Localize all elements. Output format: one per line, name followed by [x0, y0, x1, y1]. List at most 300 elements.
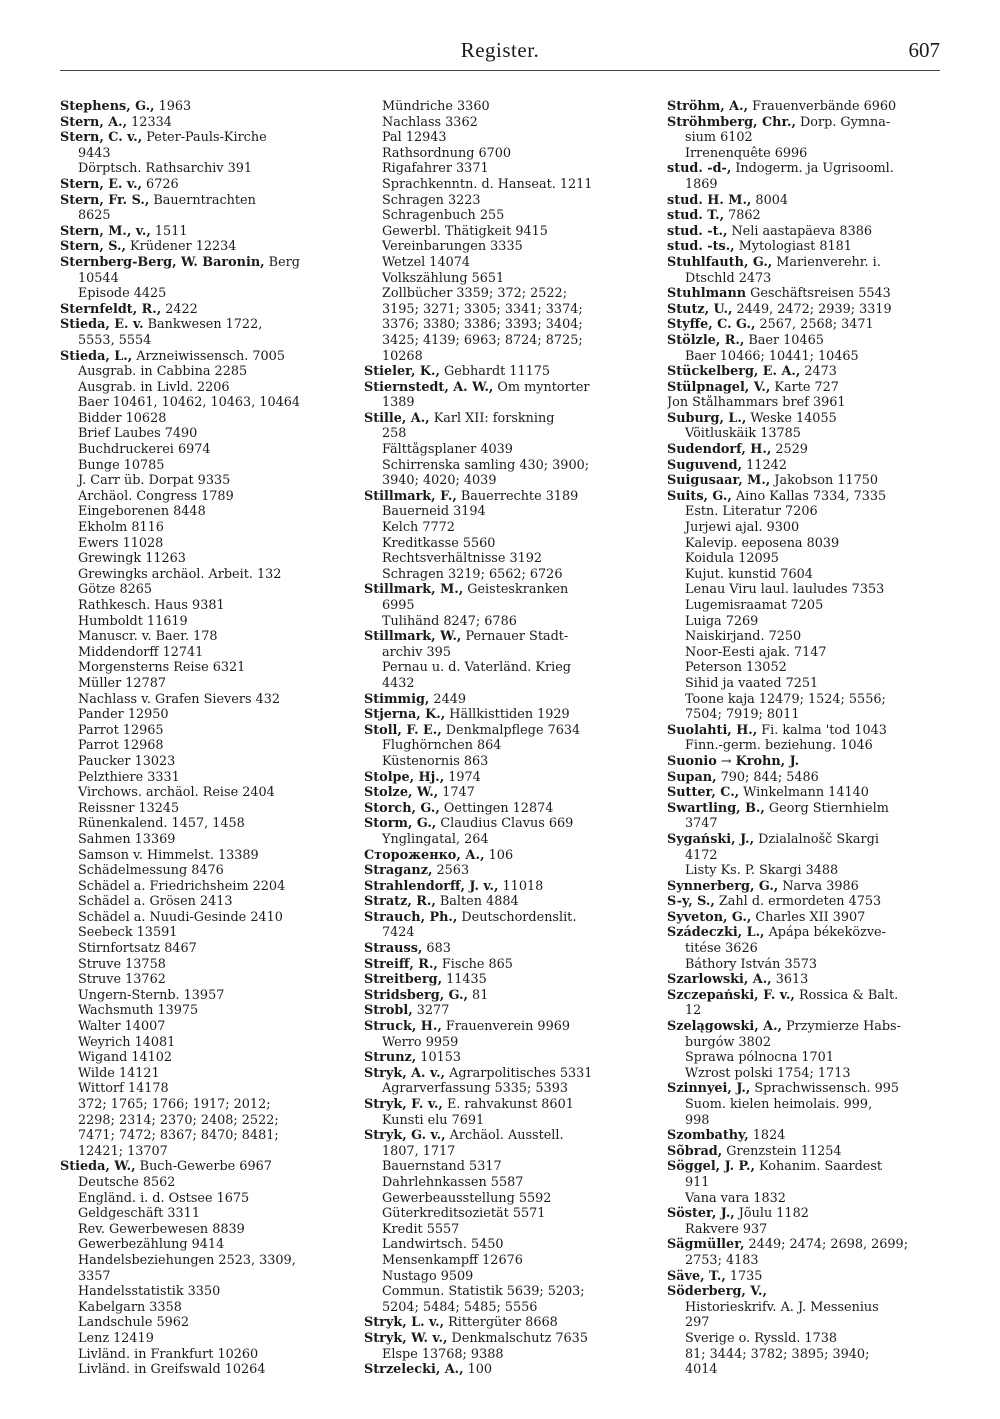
index-subentry: [364, 1300, 644, 1316]
entry-text: 106: [484, 847, 514, 863]
index-subentry: [667, 504, 947, 520]
index-subentry: [364, 1222, 644, 1238]
index-subentry: [364, 130, 644, 146]
entry-text: Jurjewi ajal. 9300: [685, 520, 800, 536]
index-subentry: [667, 536, 947, 552]
index-entry: [667, 988, 947, 1004]
index-entry: [364, 785, 644, 801]
index-subentry: [60, 551, 340, 567]
index-subentry: [60, 208, 340, 224]
entry-text: 911: [685, 1174, 710, 1190]
entry-author: Suits, G.,: [667, 488, 732, 504]
index-subentry: [60, 161, 340, 177]
entry-author: Stillmark, W.,: [364, 629, 462, 645]
entry-text: Ekholm 8116: [78, 520, 164, 536]
index-entry: [60, 115, 340, 131]
index-subentry: [667, 1347, 947, 1363]
entry-text: 4432: [382, 675, 415, 691]
entry-text: Ewers 11028: [78, 535, 164, 551]
entry-author: Стороженко, А.,: [364, 847, 485, 863]
entry-author: Streitberg,: [364, 972, 443, 988]
index-subentry: [667, 941, 947, 957]
index-subentry: [364, 333, 644, 349]
index-subentry: [60, 770, 340, 786]
index-subentry: [60, 863, 340, 879]
entry-text: 10544: [78, 270, 119, 286]
index-entry: [364, 1331, 644, 1347]
entry-text: 372; 1765; 1766; 1917; 2012;: [78, 1097, 271, 1112]
entry-author: Sudendorf, H.,: [667, 442, 772, 458]
entry-author: Szinnyei, J.,: [667, 1081, 751, 1097]
index-subentry: [60, 848, 340, 864]
index-entry: [364, 1003, 644, 1019]
entry-text: 11018: [498, 878, 544, 894]
index-subentry: [364, 520, 644, 536]
entry-text: Jakobson 11750: [770, 473, 879, 489]
index-subentry: [667, 816, 947, 832]
entry-text: Mytologiast 8181: [734, 239, 852, 255]
index-subentry: [60, 754, 340, 770]
entry-text: 11435: [442, 972, 487, 988]
entry-author: Stjerna, K.,: [364, 707, 446, 723]
index-entry: [667, 224, 947, 240]
entry-text: 1747: [438, 785, 475, 801]
index-subentry: [60, 707, 340, 723]
index-entry: [364, 801, 644, 817]
index-subentry: [364, 224, 644, 240]
entry-text: Sverige o. Ryssld. 1738: [685, 1330, 837, 1346]
entry-author: Stern, A.,: [60, 114, 128, 130]
index-entry: [667, 1237, 947, 1253]
index-subentry: [60, 925, 340, 941]
entry-text: 1963: [154, 99, 192, 114]
entry-author: Stieda, W.,: [60, 1159, 136, 1175]
index-entry: [667, 333, 947, 349]
entry-text: 100: [463, 1362, 493, 1378]
index-subentry: [667, 349, 947, 365]
entry-text: 2567, 2568; 3471: [755, 317, 874, 333]
entry-text: Rathkesch. Haus 9381: [78, 598, 225, 613]
entry-text: Fische 865: [437, 956, 513, 972]
entry-text: Grenzstein 11254: [722, 1143, 842, 1159]
entry-text: Flughörnchen 864: [382, 738, 502, 754]
entry-text: Bauerneid 3194: [382, 504, 486, 520]
entry-text: Schirrenska samling 430; 3900;: [382, 457, 590, 473]
index-subentry: [60, 676, 340, 692]
index-entry: [60, 224, 340, 240]
entry-text: Denkmalschutz 7635: [447, 1330, 588, 1346]
entry-text: Schädel a. Friedrichsheim 2204: [78, 878, 286, 894]
index-subentry: [60, 801, 340, 817]
index-entry: [667, 785, 947, 801]
entry-text: Kabelgarn 3358: [78, 1299, 182, 1315]
index-subentry: [60, 1050, 340, 1066]
index-entry: [364, 692, 644, 708]
entry-text: Parrot 12965: [78, 722, 164, 738]
index-subentry: [667, 645, 947, 661]
index-subentry: [364, 1284, 644, 1300]
index-entry: [364, 723, 644, 739]
entry-text: 2753; 4183: [685, 1252, 759, 1268]
index-entry: [667, 1144, 947, 1160]
index-subentry: [60, 520, 340, 536]
index-subentry: [60, 910, 340, 926]
index-subentry: [667, 1050, 947, 1066]
index-subentry: [667, 692, 947, 708]
entry-text: Engländ. i. d. Ostsee 1675: [78, 1190, 250, 1206]
entry-text: Wilde 14121: [78, 1065, 160, 1081]
entry-author: Stern, C. v.,: [60, 130, 143, 146]
entry-author: Stille, A.,: [364, 410, 430, 426]
index-subentry: [667, 848, 947, 864]
index-subentry: [667, 614, 947, 630]
index-subentry: [364, 660, 644, 676]
entry-text: Episode 4425: [78, 286, 167, 302]
entry-text: Estn. Literatur 7206: [685, 504, 818, 520]
index-entry: [364, 1050, 644, 1066]
index-subentry: [667, 863, 947, 879]
index-entry: [364, 1019, 644, 1035]
entry-author: Sägmüller,: [667, 1237, 745, 1253]
entry-author: Stülpnagel, V.,: [667, 379, 771, 395]
index-subentry: [667, 738, 947, 754]
index-subentry: [364, 645, 644, 661]
entry-text: 4172: [685, 847, 718, 863]
index-subentry: [60, 380, 340, 396]
entry-text: Bauerrechte 3189: [456, 488, 579, 504]
entry-author: Strunz,: [364, 1050, 417, 1066]
entry-text: Landwirtsch. 5450: [382, 1237, 504, 1253]
index-subentry: [364, 442, 644, 458]
entry-author: Stillmark, M.,: [364, 582, 464, 598]
index-entry: [667, 302, 947, 318]
entry-text: Rossica & Balt.: [794, 987, 899, 1003]
entry-text: 1824: [748, 1128, 786, 1144]
index-entry: [364, 848, 644, 864]
index-subentry: [60, 1237, 340, 1253]
entry-text: Charles XII 3907: [751, 909, 866, 925]
index-entry: [667, 1159, 947, 1175]
entry-text: Karl XII: forskning: [429, 410, 555, 426]
entry-author: Styffe, C. G.,: [667, 317, 756, 333]
index-subentry: [364, 598, 644, 614]
entry-author: Stuhlmann: [667, 286, 747, 302]
entry-author: Streiff, R.,: [364, 956, 438, 972]
entry-author: Sygański, J.,: [667, 831, 755, 847]
entry-text: Ungern-Sternb. 13957: [78, 987, 225, 1003]
index-subentry: [667, 146, 947, 162]
index-entry: [60, 302, 340, 318]
entry-author: Strzelecki, A.,: [364, 1362, 464, 1378]
entry-text: 12: [685, 1003, 702, 1019]
entry-text: Baer 10461, 10462, 10463, 10464: [78, 395, 301, 411]
entry-text: Karte 727: [770, 379, 839, 395]
entry-text: Nachlass v. Grafen Sievers 432: [78, 691, 281, 707]
index-entry: [667, 723, 947, 739]
index-entry: [667, 364, 947, 380]
index-subentry: [364, 317, 644, 333]
index-subentry: [60, 286, 340, 302]
entry-text: J. Carr üb. Dorpat 9335: [78, 473, 231, 489]
entry-text: Zollbücher 3359; 372; 2522;: [382, 286, 568, 302]
entry-author: Stutz, U.,: [667, 301, 733, 317]
index-subentry: [667, 426, 947, 442]
entry-author: Stryk, G. v.,: [364, 1128, 446, 1144]
index-subentry: [60, 1144, 340, 1160]
entry-text: Dahrlehnkassen 5587: [382, 1174, 524, 1190]
entry-text: 11242: [742, 457, 787, 473]
entry-author: Storm, G.,: [364, 816, 437, 832]
entry-text: 1807, 1717: [382, 1143, 456, 1159]
entry-text: Reissner 13245: [78, 800, 180, 816]
entry-text: 1389: [382, 395, 415, 411]
entry-text: Grewingks archäol. Arbeit. 132: [78, 566, 282, 582]
entry-author: Säve, T.,: [667, 1268, 726, 1284]
index-subentry: [60, 395, 340, 411]
entry-text: Kunsti elu 7691: [382, 1112, 485, 1128]
index-entry: [364, 629, 644, 645]
entry-text: Hällkisttiden 1929: [445, 707, 570, 723]
entry-author: Szádeczki, L.,: [667, 925, 765, 941]
index-subentry: [667, 1362, 947, 1378]
index-subentry: [667, 177, 947, 193]
entry-text: Weske 14055: [746, 410, 837, 426]
index-entry: [667, 458, 947, 474]
entry-text: Morgensterns Reise 6321: [78, 660, 246, 676]
entry-author: Stölzle, R.,: [667, 332, 745, 348]
entry-text: Indogerm. ja Ugrisooml.: [731, 161, 894, 177]
entry-author: Stolze, W.,: [364, 785, 439, 801]
entry-text: Historieskrifv. A. J. Messenius: [685, 1299, 879, 1315]
entry-text: Ynglingatal, 264: [382, 831, 489, 847]
index-subentry: [60, 1128, 340, 1144]
entry-author: Söggel, J. P.,: [667, 1159, 755, 1175]
entry-text: Werro 9959: [382, 1034, 459, 1050]
index-subentry: [364, 255, 644, 271]
index-subentry: [60, 364, 340, 380]
index-subentry: [667, 130, 947, 146]
entry-author: Suburg, L.,: [667, 410, 747, 426]
index-subentry: [364, 458, 644, 474]
index-subentry: [60, 660, 340, 676]
entry-text: Narva 3986: [778, 878, 859, 894]
index-entry: [364, 380, 644, 396]
entry-text: 12334: [127, 114, 172, 130]
entry-text: Gebhardt 11175: [439, 364, 551, 380]
index-entry: [667, 1081, 947, 1097]
entry-text: 1511: [150, 223, 188, 239]
entry-text: Kredit 5557: [382, 1221, 460, 1237]
index-subentry: [364, 146, 644, 162]
entry-text: →: [716, 753, 736, 769]
entry-author: Sternfeldt, R.,: [60, 301, 162, 317]
index-entry: [364, 988, 644, 1004]
entry-text: Archäol. Ausstell.: [445, 1128, 564, 1144]
entry-text: Kohanim. Saardest: [754, 1159, 883, 1175]
index-subentry: [60, 894, 340, 910]
index-subentry: [364, 473, 644, 489]
entry-text: Kujut. kunstid 7604: [685, 566, 813, 582]
entry-author: Stückelberg, E. A.,: [667, 364, 801, 380]
entry-author: Stuhlfauth, G.,: [667, 254, 773, 270]
index-subentry: [364, 349, 644, 365]
entry-author: Struck, H.,: [364, 1019, 442, 1035]
entry-text: burgów 3802: [685, 1034, 772, 1050]
index-subentry: [667, 271, 947, 287]
entry-text: 3195; 3271; 3305; 3341; 3374;: [382, 301, 583, 317]
entry-text: Geisteskranken: [463, 582, 569, 598]
entry-text: Jõulu 1182: [734, 1206, 809, 1222]
index-entry: [667, 1019, 947, 1035]
entry-text: Vana vara 1832: [685, 1190, 786, 1206]
index-entry: [60, 177, 340, 193]
entry-text: Schädel a. Nuudi-Gesinde 2410: [78, 909, 283, 925]
index-subentry: [364, 925, 644, 941]
index-subentry: [667, 395, 947, 411]
index-subentry: [667, 1035, 947, 1051]
index-subentry: [60, 333, 340, 349]
entry-text: 12421; 13707: [78, 1143, 168, 1159]
entry-text: Rünenkalend. 1457, 1458: [78, 816, 245, 832]
entry-text: Om myntorter: [493, 379, 590, 395]
entry-text: Fälttågsplaner 4039: [382, 442, 513, 458]
index-subentry: [364, 99, 644, 115]
entry-text: Dzialalnošč Skargi: [754, 831, 879, 847]
index-entry: [667, 286, 947, 302]
entry-text: 3425; 4139; 6963; 8724; 8725;: [382, 332, 583, 348]
entry-text: 790; 844; 5486: [716, 769, 819, 785]
entry-author: stud. -t.,: [667, 223, 728, 239]
entry-text: Deutschordenslit.: [457, 909, 577, 925]
index-entry: [667, 832, 947, 848]
index-subentry: [60, 645, 340, 661]
entry-author: Stieda, L.,: [60, 348, 133, 364]
index-subentry: [667, 582, 947, 598]
entry-text: 10153: [416, 1050, 462, 1066]
index-subentry: [667, 567, 947, 583]
entry-author: stud. -ts.,: [667, 239, 735, 255]
page-title: Register.: [460, 38, 540, 62]
index-entry: [667, 115, 947, 131]
entry-text: Struve 13762: [78, 972, 166, 988]
entry-text: Sahmen 13369: [78, 831, 176, 847]
index-subentry: [60, 598, 340, 614]
entry-text: Elspe 13768; 9388: [382, 1346, 504, 1362]
entry-text: Wzrost polski 1754; 1713: [685, 1065, 851, 1081]
entry-author: Stryk, L. v.,: [364, 1315, 445, 1331]
entry-text: Lenau Viru laul. lauludes 7353: [685, 582, 885, 598]
entry-text: 7424: [382, 925, 415, 941]
entry-text: Apápa békeközve-: [764, 925, 886, 941]
entry-author: Szarlowski, A.,: [667, 972, 772, 988]
index-subentry: [60, 1206, 340, 1222]
entry-text: Gewerbl. Thätigkeit 9415: [382, 223, 548, 239]
entry-text: Claudius Clavus 669: [436, 816, 574, 832]
entry-text: Humboldt 11619: [78, 613, 188, 629]
index-entry: [364, 582, 644, 598]
entry-text: Tulihänd 8247; 6786: [382, 613, 517, 629]
entry-text: Schädelmessung 8476: [78, 863, 224, 879]
entry-author: Szczepański, F. v.,: [667, 987, 795, 1003]
index-subentry: [364, 551, 644, 567]
entry-cross-reference: Krohn, J.: [735, 753, 800, 769]
index-subentry: [364, 208, 644, 224]
index-subentry: [60, 1222, 340, 1238]
entry-text: Mündriche 3360: [382, 99, 490, 114]
entry-text: Handelsstatistik 3350: [78, 1284, 221, 1300]
entry-text: Lenz 12419: [78, 1330, 154, 1346]
entry-text: 7504; 7919; 8011: [685, 707, 800, 723]
entry-author: Söster, J.,: [667, 1206, 735, 1222]
entry-text: Peterson 13052: [685, 660, 787, 676]
entry-author: Strauss,: [364, 941, 423, 957]
index-subentry: [667, 1175, 947, 1191]
index-subentry: [364, 161, 644, 177]
entry-author: Stillmark, F.,: [364, 488, 457, 504]
index-subentry: [60, 1347, 340, 1363]
index-subentry: [60, 504, 340, 520]
index-subentry: [60, 146, 340, 162]
entry-author: Stolpe, Hj.,: [364, 769, 445, 785]
index-column-2: [364, 99, 644, 1378]
entry-text: Fi. kalma 'tod 1043: [757, 722, 887, 738]
index-entry: [364, 1066, 644, 1082]
index-subentry: [364, 832, 644, 848]
index-subentry: [667, 1253, 947, 1269]
entry-text: 8625: [78, 208, 111, 224]
entry-text: Middendorff 12741: [78, 644, 204, 660]
entry-text: Landschule 5962: [78, 1315, 190, 1331]
index-subentry: [667, 1066, 947, 1082]
entry-text: Dorp. Gymna-: [795, 114, 891, 130]
index-subentry: [667, 598, 947, 614]
index-entry: [667, 380, 947, 396]
entry-text: Nustago 9509: [382, 1268, 474, 1284]
entry-text: Pernauer Stadt-: [461, 629, 569, 645]
entry-text: Gewerbeausstellung 5592: [382, 1190, 552, 1206]
entry-text: 3277: [412, 1003, 450, 1019]
index-subentry: [364, 115, 644, 131]
index-entry: [60, 239, 340, 255]
index-subentry: [60, 458, 340, 474]
index-subentry: [60, 785, 340, 801]
index-entry: [667, 925, 947, 941]
entry-text: 10268: [382, 348, 423, 364]
index-subentry: [364, 1159, 644, 1175]
index-subentry: [364, 286, 644, 302]
index-column-1: [60, 99, 340, 1378]
entry-text: Koidula 12095: [685, 551, 779, 567]
entry-text: Stirnfortsatz 8467: [78, 941, 197, 957]
index-subentry: [60, 1191, 340, 1207]
index-entry: [364, 1315, 644, 1331]
index-entry: [60, 193, 340, 209]
entry-text: Seebeck 13591: [78, 925, 178, 941]
entry-text: Schädel a. Grösen 2413: [78, 894, 233, 910]
index-subentry: [364, 1253, 644, 1269]
index-subentry: [667, 1003, 947, 1019]
entry-text: Struve 13758: [78, 956, 166, 972]
entry-text: Irrenenquête 6996: [685, 145, 808, 161]
index-subentry: [364, 1081, 644, 1097]
entry-text: Manuscr. v. Baer. 178: [78, 629, 218, 645]
index-subentry: [667, 707, 947, 723]
entry-text: Rittergüter 8668: [444, 1315, 558, 1331]
entry-author: Strauch, Ph.,: [364, 909, 458, 925]
entry-author: Stratz, R.,: [364, 894, 436, 910]
entry-text: Agrarpolitisches 5331: [445, 1065, 593, 1081]
index-subentry: [667, 551, 947, 567]
